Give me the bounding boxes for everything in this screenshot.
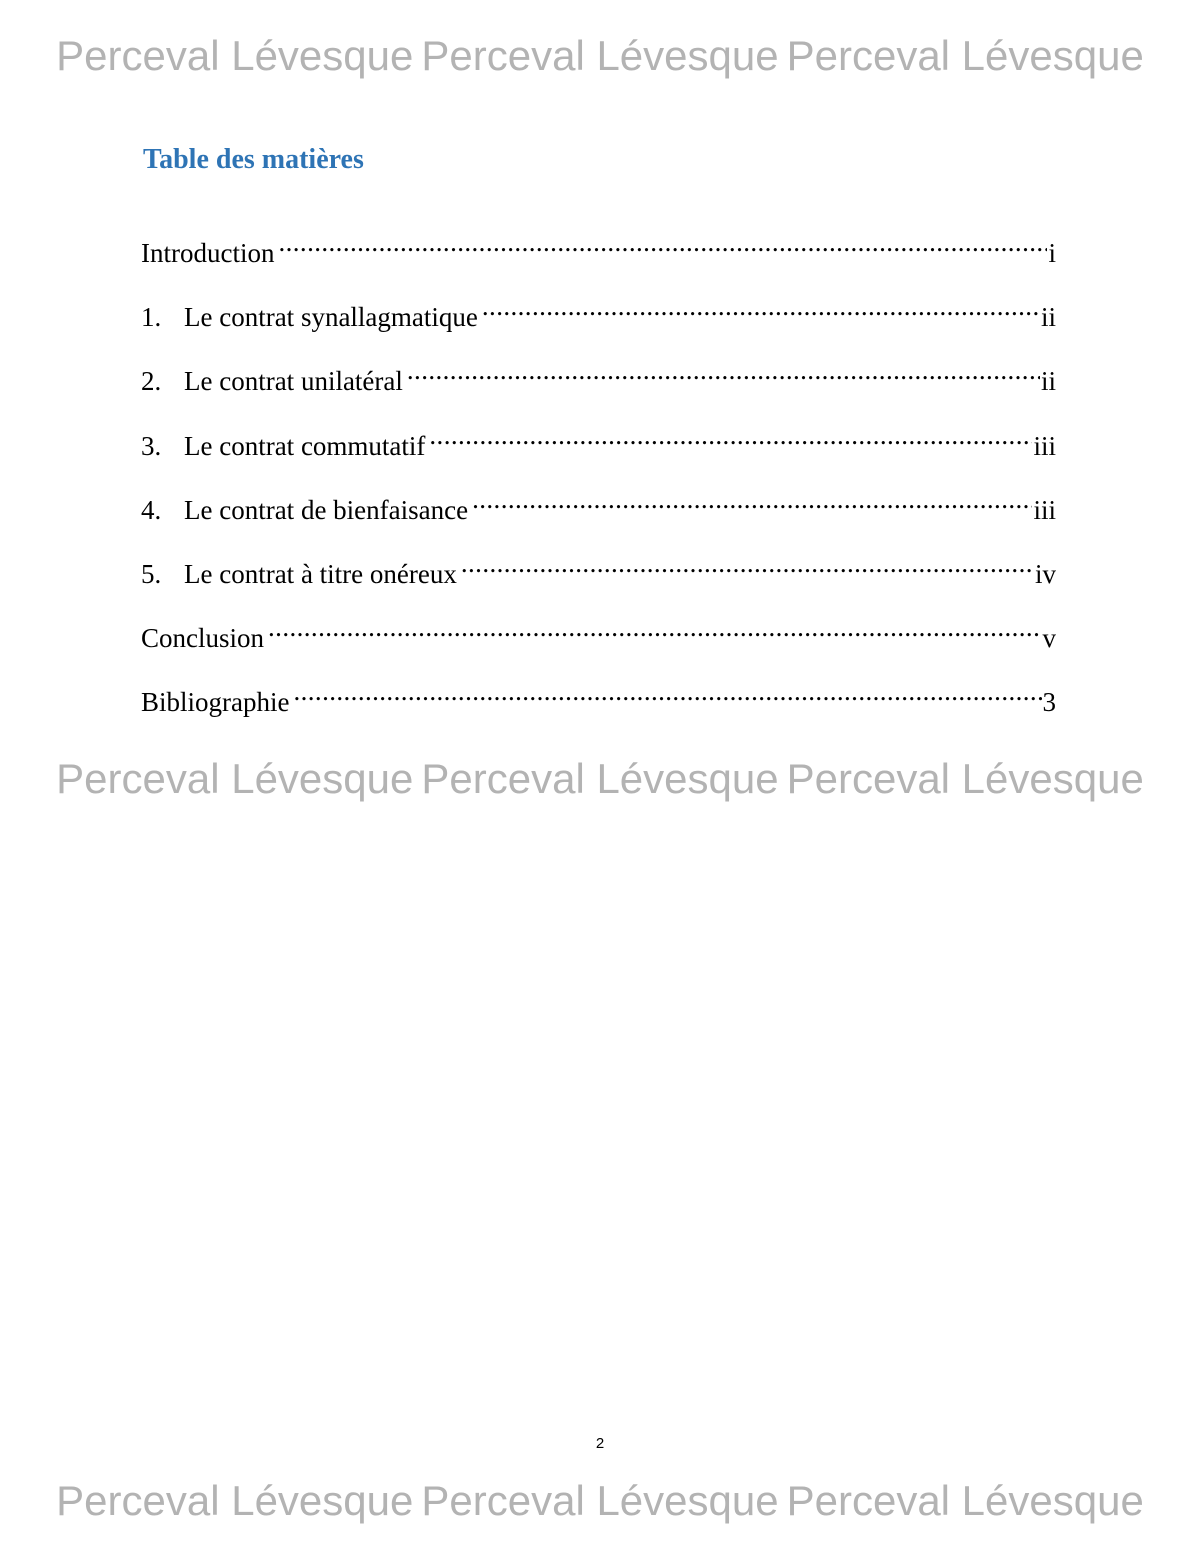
- watermark-row-bottom: [0, 1477, 1200, 1524]
- toc-entry-label: Introduction: [141, 238, 275, 268]
- toc-entry-page: iii: [1033, 494, 1056, 525]
- toc-dot-leader: [278, 222, 1047, 262]
- watermark-text: Perceval Lévesque: [56, 755, 414, 802]
- toc-entry-synallagmatique[interactable]: [141, 286, 1056, 350]
- toc-dot-leader: [293, 671, 1041, 711]
- watermark-text: Perceval Lévesque: [421, 1477, 779, 1524]
- toc-entry-page: v: [1042, 623, 1056, 654]
- toc-entry-page: ii: [1040, 366, 1056, 397]
- toc-dot-leader: [429, 415, 1032, 455]
- toc-entry-unilateral[interactable]: [141, 350, 1056, 414]
- toc-dot-leader: [461, 543, 1034, 583]
- table-of-contents: [141, 140, 1056, 736]
- toc-dot-leader: [268, 607, 1041, 647]
- toc-entry-label: Bibliographie: [141, 687, 290, 718]
- toc-entry-label: Le contrat à titre onéreux: [184, 558, 457, 589]
- toc-entry-number: 3.: [141, 430, 162, 461]
- watermark-text: Perceval Lévesque: [786, 1477, 1144, 1524]
- watermark-row-top: [0, 32, 1200, 79]
- toc-entry-bibliographie[interactable]: [141, 671, 1056, 735]
- toc-title: Table des matières: [143, 144, 364, 175]
- toc-entry-number: 5.: [141, 558, 162, 589]
- toc-entry-number: 4.: [141, 494, 162, 525]
- toc-entry-conclusion[interactable]: [141, 607, 1056, 671]
- toc-entry-number: 2.: [141, 366, 162, 397]
- toc-entry-page: i: [1048, 238, 1056, 268]
- toc-entry-label: Conclusion: [141, 623, 265, 654]
- toc-entry-label: Le contrat synallagmatique: [184, 302, 478, 333]
- watermark-text: Perceval Lévesque: [56, 1477, 414, 1524]
- toc-dot-leader: [482, 286, 1040, 326]
- toc-list: [141, 222, 1056, 736]
- toc-entry-label: Le contrat de bienfaisance: [184, 494, 469, 525]
- toc-entry-commutatif[interactable]: [141, 415, 1056, 479]
- toc-dot-leader: [472, 479, 1032, 519]
- watermark-row-middle: [0, 755, 1200, 802]
- watermark-text: Perceval Lévesque: [786, 755, 1144, 802]
- toc-entry-label: Le contrat commutatif: [184, 430, 426, 461]
- watermark-text: Perceval Lévesque: [421, 32, 779, 79]
- watermark-text: Perceval Lévesque: [421, 755, 779, 802]
- toc-entry-page: ii: [1040, 302, 1056, 333]
- toc-dot-leader: [407, 350, 1040, 390]
- watermark-text: Perceval Lévesque: [786, 32, 1144, 79]
- watermark-text: Perceval Lévesque: [56, 32, 414, 79]
- toc-entry-introduction[interactable]: [141, 222, 1056, 286]
- toc-entry-page: iv: [1034, 558, 1056, 589]
- toc-entry-bienfaisance[interactable]: [141, 479, 1056, 543]
- toc-entry-label: Le contrat unilatéral: [184, 366, 403, 397]
- page-number: 2: [595, 1435, 605, 1452]
- toc-entry-number: 1.: [141, 302, 162, 333]
- toc-entry-titre-onereux[interactable]: [141, 543, 1056, 607]
- toc-entry-page: iii: [1033, 430, 1056, 461]
- toc-entry-page: 3: [1042, 687, 1056, 718]
